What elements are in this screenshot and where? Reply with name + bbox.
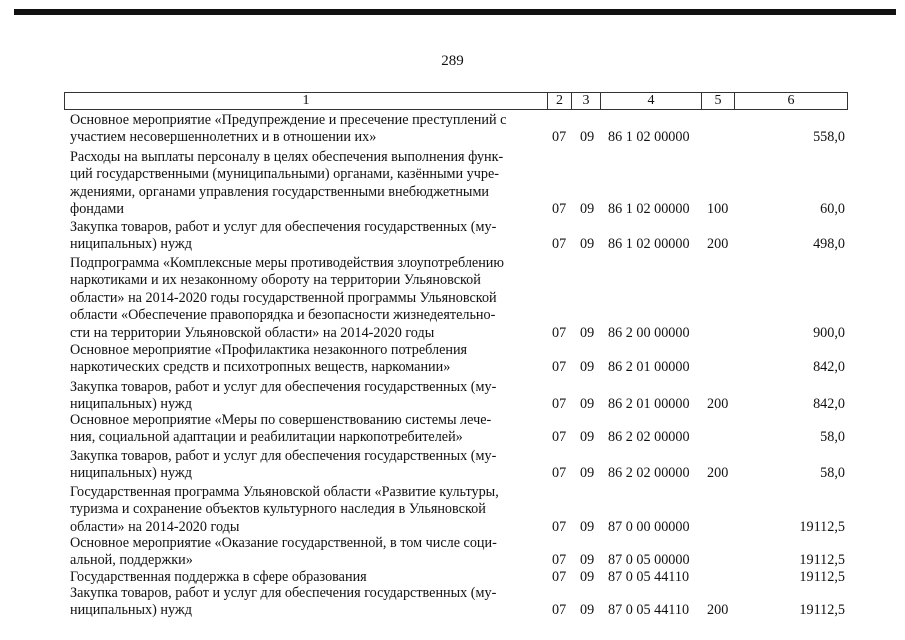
subsection-code: 09: [580, 552, 595, 569]
row-description: [70, 219, 538, 254]
table-row: [0, 219, 905, 254]
target-article-code: 86 2 01 00000: [608, 396, 690, 413]
section-code: 07: [552, 201, 567, 218]
description-line: Государственная поддержка в сфере образования: [70, 569, 367, 585]
row-description: [70, 342, 538, 377]
description-line: ниципальных) нужд: [70, 396, 192, 413]
subsection-code: 09: [580, 568, 595, 585]
amount: 58,0: [820, 429, 845, 446]
subsection-code: 09: [580, 236, 595, 253]
target-article-code: 87 0 05 44110: [608, 568, 690, 585]
amount: 19112,5: [799, 568, 845, 585]
subsection-code: 09: [580, 429, 595, 446]
page-number: 289: [441, 53, 464, 69]
description-line: ниципальных) нужд: [70, 465, 192, 482]
target-article-code: 86 1 02 00000: [608, 236, 690, 253]
target-article-code: 86 1 02 00000: [608, 201, 690, 218]
target-article-code: 87 0 00 00000: [608, 518, 690, 535]
amount: 842,0: [813, 359, 845, 376]
description-line: ниципальных) нужд: [70, 236, 192, 253]
expense-type-code: 200: [707, 236, 729, 253]
target-article-code: 86 2 00 00000: [608, 324, 690, 341]
expense-type-code: 100: [707, 201, 729, 218]
description-line: Закупка товаров, работ и услуг для обеспечения государственных (му-: [70, 379, 497, 395]
row-description: [70, 448, 538, 483]
header-col-2: 2: [547, 92, 572, 110]
expense-type-code: 200: [707, 602, 729, 619]
description-line: Подпрограмма «Комплексные меры противодействия злоупотреблению: [70, 255, 504, 271]
row-description: [70, 149, 538, 219]
description-line: Основное мероприятие «Меры по совершенствованию системы лече-: [70, 412, 492, 428]
description-line: наркотических средств и психотропных веществ, наркомании»: [70, 359, 451, 376]
expense-type-code: 200: [707, 396, 729, 413]
target-article-code: 86 1 02 00000: [608, 129, 690, 146]
amount: 19112,5: [799, 552, 845, 569]
description-line: альной, поддержки»: [70, 552, 193, 569]
description-line: Расходы на выплаты персоналу в целях обеспечения выполнения функ-: [70, 149, 504, 165]
target-article-code: 86 2 02 00000: [608, 465, 690, 482]
row-description: [70, 255, 538, 342]
description-line: сти на территории Ульяновской области» на 2014-2020 годы: [70, 324, 435, 341]
row-description: [70, 379, 538, 414]
subsection-code: 09: [580, 324, 595, 341]
table-row: [0, 342, 905, 377]
subsection-code: 09: [580, 465, 595, 482]
amount: 900,0: [813, 324, 845, 341]
description-line: ния, социальной адаптации и реабилитации наркопотребителей»: [70, 429, 463, 446]
amount: 558,0: [813, 129, 845, 146]
table-row: [0, 585, 905, 620]
section-code: 07: [552, 396, 567, 413]
table-row: [0, 149, 905, 219]
description-line: области «Обеспечение правопорядка и безопасности жизнедеятельно-: [70, 307, 496, 324]
table-row: [0, 448, 905, 483]
expense-type-code: 200: [707, 465, 729, 482]
subsection-code: 09: [580, 129, 595, 146]
target-article-code: 86 2 01 00000: [608, 359, 690, 376]
row-description: [70, 569, 538, 586]
description-line: ций государственными (муниципальными) органами, казёнными учре-: [70, 166, 500, 183]
description-line: Основное мероприятие «Профилактика незаконного потребления: [70, 342, 468, 358]
section-code: 07: [552, 429, 567, 446]
amount: 60,0: [820, 201, 845, 218]
row-description: [70, 412, 538, 447]
section-code: 07: [552, 552, 567, 569]
header-col-3: 3: [571, 92, 601, 110]
section-code: 07: [552, 324, 567, 341]
table-row: [0, 484, 905, 536]
amount: 842,0: [813, 396, 845, 413]
amount: 498,0: [813, 236, 845, 253]
amount: 19112,5: [799, 518, 845, 535]
description-line: ниципальных) нужд: [70, 602, 192, 619]
header-col-5: 5: [701, 92, 735, 110]
table-row: [0, 379, 905, 414]
description-line: Закупка товаров, работ и услуг для обеспечения государственных (му-: [70, 219, 497, 235]
subsection-code: 09: [580, 602, 595, 619]
target-article-code: 87 0 05 00000: [608, 552, 690, 569]
description-line: Государственная программа Ульяновской области «Развитие культуры,: [70, 484, 499, 500]
section-code: 07: [552, 129, 567, 146]
table-row: [0, 255, 905, 342]
section-code: 07: [552, 602, 567, 619]
table-row: [0, 112, 905, 147]
subsection-code: 09: [580, 396, 595, 413]
description-line: фондами: [70, 201, 124, 218]
header-col-4: 4: [600, 92, 702, 110]
header-col-6: 6: [734, 92, 848, 110]
description-line: Закупка товаров, работ и услуг для обеспечения государственных (му-: [70, 448, 497, 464]
top-border-bar: [14, 9, 896, 15]
target-article-code: 87 0 05 44110: [608, 602, 690, 619]
description-line: Закупка товаров, работ и услуг для обеспечения государственных (му-: [70, 585, 497, 601]
row-description: [70, 535, 538, 570]
amount: 19112,5: [799, 602, 845, 619]
table-row: [0, 569, 905, 586]
target-article-code: 86 2 02 00000: [608, 429, 690, 446]
description-line: области» на 2014-2020 годы государственной программы Ульяновской: [70, 289, 497, 306]
table-row: [0, 412, 905, 447]
subsection-code: 09: [580, 201, 595, 218]
table-row: [0, 535, 905, 570]
row-description: [70, 112, 538, 147]
description-line: ждениями, органами управления государственными внебюджетными: [70, 183, 490, 200]
description-line: участием несовершеннолетних и в отношении их»: [70, 129, 377, 146]
section-code: 07: [552, 236, 567, 253]
description-line: туризма и сохранение объектов культурного наследия в Ульяновской: [70, 501, 486, 518]
description-line: Основное мероприятие «Оказание государственной, в том числе соци-: [70, 535, 497, 551]
section-code: 07: [552, 518, 567, 535]
description-line: области» на 2014-2020 годы: [70, 518, 240, 535]
subsection-code: 09: [580, 518, 595, 535]
description-line: наркотиками и их незаконному обороту на территории Ульяновской: [70, 272, 481, 289]
row-description: [70, 585, 538, 620]
description-line: Основное мероприятие «Предупреждение и пресечение преступлений с: [70, 112, 507, 128]
amount: 58,0: [820, 465, 845, 482]
section-code: 07: [552, 359, 567, 376]
row-description: [70, 484, 538, 536]
header-col-1: 1: [64, 92, 548, 110]
section-code: 07: [552, 465, 567, 482]
section-code: 07: [552, 568, 567, 585]
subsection-code: 09: [580, 359, 595, 376]
